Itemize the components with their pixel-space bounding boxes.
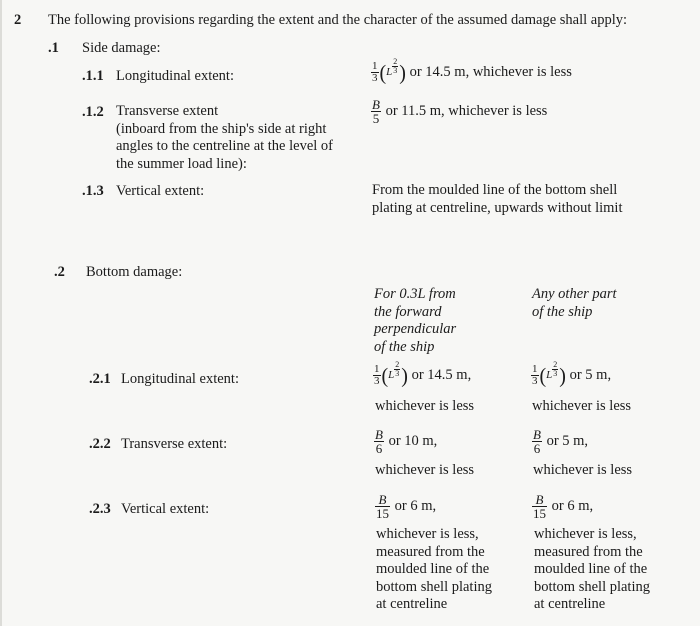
formula-1-1: $\frac{1}{3}$ (L $\frac{2}{3}$ ) or 14.5 m, whichever is less xyxy=(372,57,572,85)
coef-den: 3 xyxy=(372,72,378,84)
item-label-1-2 xyxy=(116,103,333,173)
bottom-damage-title: Bottom damage: xyxy=(86,264,183,280)
item-number-1-2: .1.2 xyxy=(82,104,104,120)
formula-1-2 xyxy=(371,98,547,125)
note-2-3-col2 xyxy=(534,526,650,614)
note-2-2-col1: whichever is less xyxy=(375,462,475,478)
note-line: at centreline xyxy=(534,596,606,612)
note-line: measured from the xyxy=(534,543,643,560)
item-value-1-3 xyxy=(372,182,622,217)
note-line: bottom shell plating xyxy=(376,578,492,595)
header-line: of the ship xyxy=(532,303,593,320)
formula-tail: or 14.5 m, whichever is less xyxy=(409,64,572,80)
note-line: measured from the xyxy=(376,543,485,560)
note-2-1-col2: whichever is less xyxy=(532,398,632,414)
note-2-1-col1: whichever is less xyxy=(375,398,475,414)
exp-den: 3 xyxy=(393,66,398,76)
num: B xyxy=(533,427,541,442)
paragraph-number: 2 xyxy=(14,12,22,28)
value-line: plating at centreline, upwards without limit xyxy=(372,199,623,216)
den: 5 xyxy=(372,111,380,126)
formula-2-1-col2: $\frac{1}{3}$ (L $\frac{2}{3}$ ) or 5 m, xyxy=(532,360,612,388)
label-line: Transverse extent xyxy=(116,103,219,119)
item-label-1-3: Vertical extent: xyxy=(116,183,205,199)
num: B xyxy=(532,493,547,507)
item-number-2-2: .2.2 xyxy=(89,436,111,452)
formula-tail: or 5 m, xyxy=(569,367,612,383)
formula-2-3-col2 xyxy=(532,493,593,520)
var-l: L xyxy=(546,369,553,381)
num: B xyxy=(375,493,390,507)
item-number-1-3: .1.3 xyxy=(82,183,104,199)
header-line: the forward xyxy=(374,303,442,320)
exp-num: 2 xyxy=(393,57,398,67)
formula-tail: or 11.5 m, whichever is less xyxy=(385,103,548,119)
item-label-1-1: Longitudinal extent: xyxy=(116,68,234,84)
formula-tail: or 14.5 m, xyxy=(411,367,472,383)
header-line: perpendicular xyxy=(374,321,457,337)
coef-den: 3 xyxy=(532,375,538,387)
formula-2-3-col1 xyxy=(375,493,436,520)
note-line: whichever is less, xyxy=(376,526,479,542)
den: 6 xyxy=(533,441,541,456)
note-2-2-col2: whichever is less xyxy=(533,462,633,478)
exp-num: 2 xyxy=(395,360,400,370)
col-header-other xyxy=(532,286,617,321)
paragraph-intro: The following provisions regarding the extent and the character of the assumed damage shall apply: xyxy=(48,12,628,28)
label-line: (inboard from the ship's side at right xyxy=(116,120,327,137)
note-line: whichever is less, xyxy=(534,526,637,542)
side-damage-title: Side damage: xyxy=(82,40,161,56)
item-number-2-1: .2.1 xyxy=(89,371,111,387)
value-line: From the moulded line of the bottom shell xyxy=(372,182,618,198)
formula-tail: or 6 m, xyxy=(394,498,437,514)
coef-num: 1 xyxy=(374,363,380,375)
label-line: angles to the centreline at the level of xyxy=(116,138,334,154)
page-gutter-shadow xyxy=(0,0,2,626)
formula-2-1-col1: $\frac{1}{3}$ (L $\frac{2}{3}$ ) or 14.5 m, xyxy=(374,360,472,388)
item-label-2-2: Transverse extent: xyxy=(121,436,228,452)
item-label-2-3: Vertical extent: xyxy=(121,501,210,517)
side-damage-number: .1 xyxy=(48,40,59,56)
formula-2-2-col2 xyxy=(532,428,588,455)
header-line: For 0.3L from xyxy=(374,286,456,302)
coef-num: 1 xyxy=(372,60,378,72)
formula-tail: or 6 m, xyxy=(551,498,594,514)
coef-num: 1 xyxy=(532,363,538,375)
bottom-damage-number: .2 xyxy=(54,264,65,280)
exp-den: 3 xyxy=(395,369,400,379)
den: 6 xyxy=(375,441,383,456)
formula-2-2-col1 xyxy=(374,428,437,455)
var-l: L xyxy=(388,369,395,381)
note-2-3-col1 xyxy=(376,526,492,614)
note-line: moulded line of the xyxy=(376,561,490,577)
formula-tail: or 5 m, xyxy=(546,433,589,449)
coef-den: 3 xyxy=(374,375,380,387)
item-number-2-3: .2.3 xyxy=(89,501,111,517)
formula-tail: or 10 m, xyxy=(388,433,438,449)
item-number-1-1: .1.1 xyxy=(82,68,104,84)
header-line: of the ship xyxy=(374,338,435,355)
header-line: Any other part xyxy=(532,286,617,302)
den: 15 xyxy=(533,506,546,521)
label-line: the summer load line): xyxy=(116,155,247,172)
exp-den: 3 xyxy=(553,369,558,379)
note-line: bottom shell plating xyxy=(534,578,650,595)
item-label-2-1: Longitudinal extent: xyxy=(121,371,239,387)
den: 15 xyxy=(376,506,389,521)
note-line: moulded line of the xyxy=(534,561,648,577)
num: B xyxy=(372,97,380,112)
note-line: at centreline xyxy=(376,596,448,612)
num: B xyxy=(375,427,383,442)
exp-num: 2 xyxy=(553,360,558,370)
var-l: L xyxy=(386,66,393,78)
col-header-forward xyxy=(374,286,456,356)
